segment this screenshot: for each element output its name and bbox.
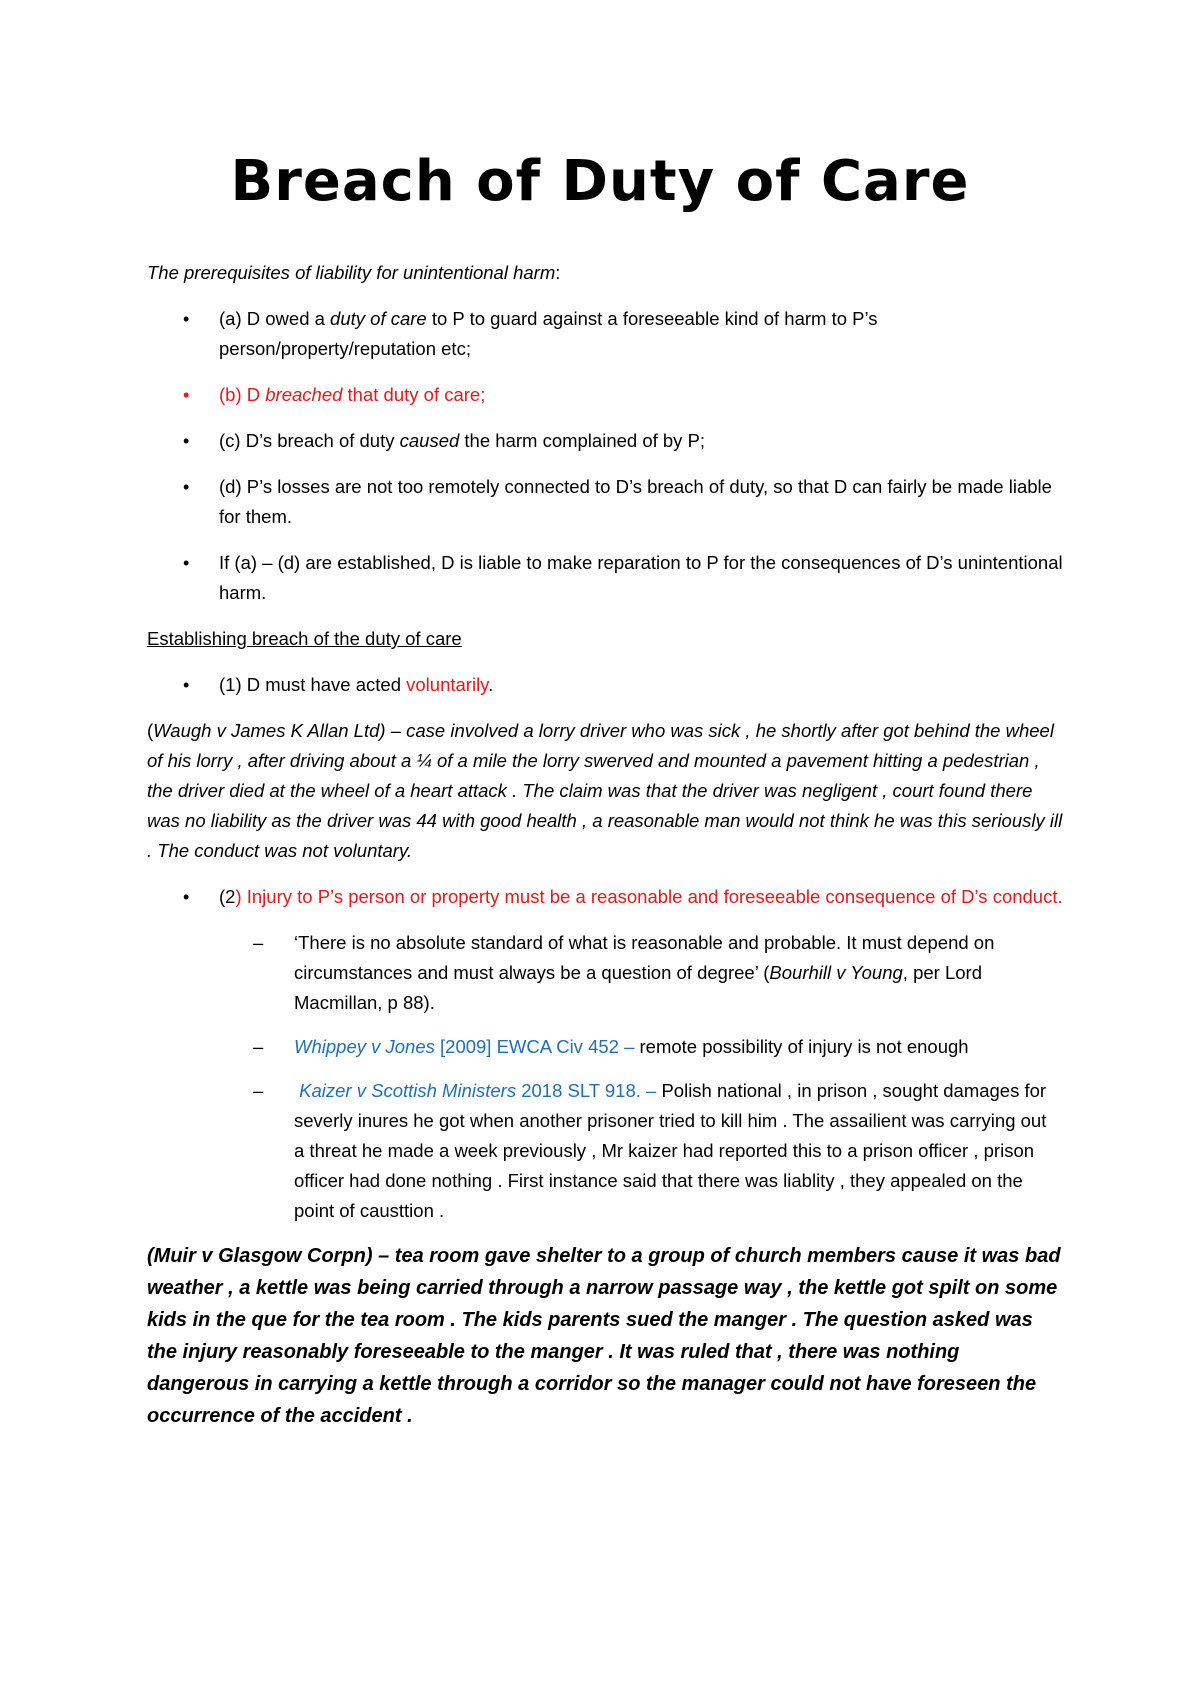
waugh-open-paren: (: [147, 720, 154, 741]
prerequisite-summary: [147, 548, 1067, 608]
prereq-d-text: (d) P’s losses are not too remotely connected to D’s breach of duty, so that D can fairly be made liable for them.: [219, 476, 1052, 527]
document-body: [147, 258, 1067, 1432]
point2-highlight: ) Injury to P’s person or property must be a reasonable and foreseeable consequence of D’s conduct.: [235, 886, 1063, 907]
page-title: Breach of Duty of Care: [230, 149, 970, 214]
whippey-case: [147, 1032, 1067, 1062]
whippey-text: remote possibility of injury is not enough: [639, 1036, 969, 1057]
prerequisite-b: [147, 380, 1067, 410]
prerequisite-d: [147, 472, 1067, 532]
bourhill-citation: , per Lord Macmillan, p 88).: [294, 962, 982, 1013]
point2-list: [147, 882, 1067, 912]
point2-number: (2: [219, 886, 236, 907]
point1-list: [147, 670, 1067, 700]
kaizer-text: Polish national , in prison , sought damages for severly inures he got when another prisoner tried to kill him . The assailient was carrying out a threat he made a week previously , Mr kaizer had reported this to a prison officer , prison officer had done nothing . First instance said that there was liablity , they appealed on the point of causttion .: [294, 1080, 1047, 1221]
prereq-summary-text: If (a) – (d) are established, D is liable to make reparation to P for the consequences of D’s unintentional harm.: [219, 552, 1063, 603]
prereq-c-emphasis: caused: [399, 430, 460, 451]
prereq-c-rest: the harm complained of by P;: [459, 430, 706, 451]
point-1: [147, 670, 1067, 700]
bourhill-quote-text: ‘There is no absolute standard of what is reasonable and probable. It must depend on circumstances and must always be a question of degree’ (: [294, 932, 995, 983]
intro-label: The prerequisites of liability for unintentional harm: [147, 262, 556, 283]
prereq-b-emphasis: breached: [265, 384, 343, 405]
prerequisite-c: [147, 426, 1067, 456]
prereq-b-rest: that duty of care;: [342, 384, 486, 405]
prerequisites-list: [147, 304, 1067, 608]
bourhill-quote: [147, 928, 1067, 1018]
intro-colon: :: [555, 262, 561, 283]
prereq-c-text: (c) D’s breach of duty: [219, 430, 400, 451]
prereq-a-text: (a) D owed a: [219, 308, 331, 329]
kaizer-case-name: Kaizer v Scottish Ministers: [294, 1080, 517, 1101]
kaizer-citation: 2018 SLT 918. –: [516, 1080, 662, 1101]
point1-text: (1) D must have acted: [219, 674, 407, 695]
authorities-list: [147, 928, 1067, 1226]
prereq-a-rest: to P to guard against a foreseeable kind of harm to P’s person/property/reputation etc;: [219, 308, 878, 359]
kaizer-case: [147, 1076, 1067, 1226]
prerequisite-a: [147, 304, 1067, 364]
whippey-case-name: Whippey v Jones: [294, 1036, 435, 1057]
bourhill-case-name: Bourhill v Young: [769, 962, 903, 983]
section-heading: Establishing breach of the duty of care: [147, 628, 462, 649]
waugh-case-paragraph: [147, 716, 1067, 866]
point1-end: .: [488, 674, 494, 695]
prereq-a-emphasis: duty of care: [330, 308, 427, 329]
prereq-b-text: (b) D: [219, 384, 266, 405]
point1-highlight: voluntarily: [406, 674, 489, 695]
muir-case-paragraph: (Muir v Glasgow Corpn) – tea room gave shelter to a group of church members cause it was bad weather , a kettle was being carried through a narrow passage way , the kettle got spilt on some kids in the que for the tea room . The kids parents sued the manger . The question asked was the injury reasonably foreseeable to the manger . It was ruled that , there was nothing dangerous in carrying a kettle through a corridor so the manager could not have foreseen the occurrence of the accident .: [147, 1245, 1061, 1427]
point-2: [147, 882, 1067, 912]
whippey-citation: [2009] EWCA Civ 452 –: [434, 1036, 640, 1057]
waugh-case-text: Waugh v James K Allan Ltd) – case involved a lorry driver who was sick , he shortly after got behind the wheel of his lorry , after driving about a ¼ of a mile the lorry swerved and mounted a pavement hitting a pedestrian , the driver died at the wheel of a heart attack . The claim was that the driver was negligent , court found there was no liability as the driver was 44 with good health , a reasonable man would not think he was this seriously ill . The conduct was not voluntary.: [147, 720, 1063, 861]
intro-line: [147, 258, 1067, 288]
